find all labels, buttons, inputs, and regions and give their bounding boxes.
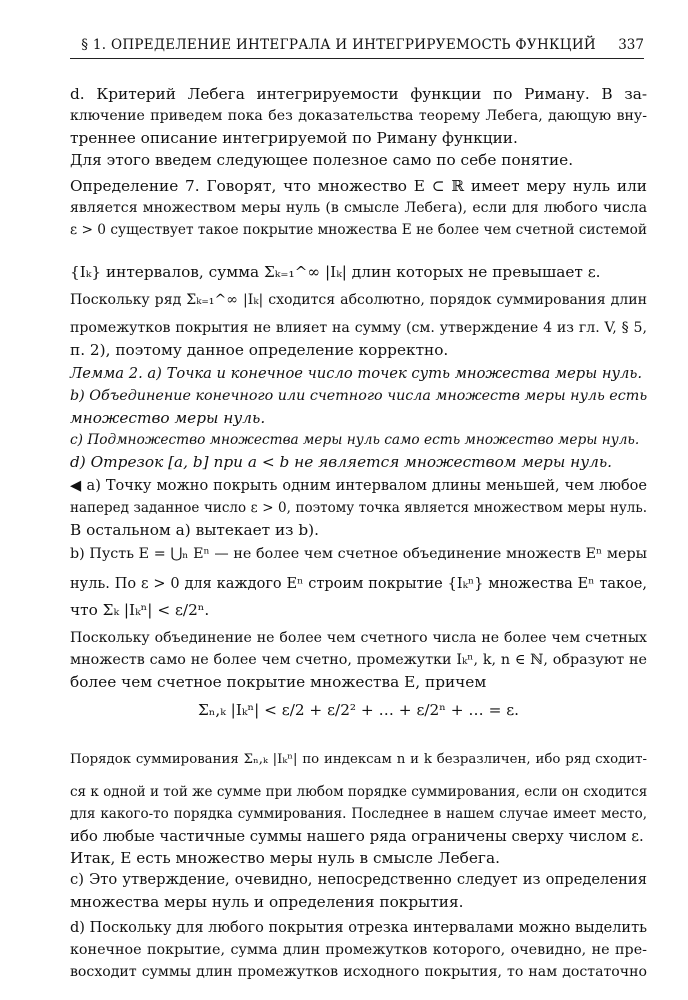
proof-line: множеств само не более чем счетно, промежутки Iₖⁿ, k, n ∈ ℕ, образуют не [70, 652, 647, 668]
proof-line: В остальном a) вытекает из b). [70, 521, 320, 539]
text-line: треннее описание интегрируемой по Риману функции. [70, 129, 518, 147]
proof-line: ◀ a) Точку можно покрыть одним интервалом длины меньшей, чем любое [70, 478, 647, 494]
definition-line: является множеством меры нуль (в смысле Лебега), если для любого числа [70, 200, 647, 216]
page-number: 337 [618, 37, 644, 53]
proof-line: восходит суммы длин промежутков исходного покрытия, то нам достаточно [70, 964, 647, 980]
text-line: Для этого введем следующее полезное само по себе понятие. [70, 151, 574, 169]
proof-line: что Σₖ |Iₖⁿ| < ε/2ⁿ. [70, 601, 210, 619]
lemma-line: b) Объединение конечного или счетного числа множеств меры нуль есть [70, 388, 648, 404]
running-header [70, 36, 644, 59]
section-heading-line: d. Критерий Лебега интегрируемости функции по Риману. В за- [70, 85, 647, 103]
definition-line: ε > 0 существует такое покрытие множества E не более чем счетной системой [70, 222, 647, 238]
proof-line: d) Поскольку для любого покрытия отрезка интервалами можно выделить [70, 920, 647, 936]
proof-line: нуль. По ε > 0 для каждого Eⁿ строим покрытие {Iₖⁿ} множества Eⁿ такое, [70, 576, 647, 592]
definition-line-with-sum: {Iₖ} интервалов, сумма Σₖ₌₁^∞ |Iₖ| длин которых не превышает ε. [70, 263, 601, 281]
proof-line: более чем счетное покрытие множества E, причем [70, 673, 487, 691]
lemma-line: Лемма 2. a) Точка и конечное число точек суть множества меры нуль. [70, 365, 643, 382]
proof-line: c) Это утверждение, очевидно, непосредственно следует из определения [70, 871, 647, 888]
proof-line: b) Пусть E = ⋃ₙ Eⁿ — не более чем счетное объединение множеств Eⁿ меры [70, 546, 647, 562]
proof-line: множества меры нуль и определения покрытия. [70, 893, 464, 911]
proof-line: конечное покрытие, сумма длин промежутков которого, очевидно, не пре- [70, 942, 647, 958]
proof-line: для какого-то порядка суммирования. Последнее в нашем случае имеет место, [70, 806, 647, 822]
proof-line: наперед заданное число ε > 0, поэтому точка является множеством меры нуль. [70, 500, 647, 516]
running-title: § 1. ОПРЕДЕЛЕНИЕ ИНТЕГРАЛА И ИНТЕГРИРУЕМОСТЬ ФУНКЦИЙ [81, 37, 596, 53]
lemma-line: множество меры нуль. [70, 409, 266, 427]
display-equation: Σₙ,ₖ |Iₖⁿ| < ε/2 + ε/2² + … + ε/2ⁿ + … = ε. [197, 701, 520, 719]
lemma-line: d) Отрезок [a, b] при a < b не является множеством меры нуль. [70, 453, 613, 471]
proof-line: Итак, E есть множество меры нуль в смысле Лебега. [70, 849, 500, 867]
text-line: промежутков покрытия не влияет на сумму (см. утверждение 4 из гл. V, § 5, [70, 320, 647, 336]
text-line: ключение приведем пока без доказательства теорему Лебега, дающую вну- [70, 108, 647, 124]
definition-line: Определение 7. Говорят, что множество E ⊂ ℝ имеет меру нуль или [70, 177, 647, 195]
proof-line: Порядок суммирования Σₙ,ₖ |Iₖⁿ| по индексам n и k безразличен, ибо ряд сходит- [70, 752, 647, 767]
proof-line: ибо любые частичные суммы нашего ряда ограничены сверху числом ε. [70, 827, 644, 845]
text-line-with-sum: Поскольку ряд Σₖ₌₁^∞ |Iₖ| сходится абсолютно, порядок суммирования длин [70, 292, 647, 308]
text-line: п. 2), поэтому данное определение корректно. [70, 341, 449, 359]
proof-line: Поскольку объединение не более чем счетного числа не более чем счетных [70, 630, 647, 646]
proof-line: ся к одной и той же сумме при любом порядке суммирования, если он сходится [70, 784, 648, 800]
lemma-line: c) Подмножество множества меры нуль само есть множество меры нуль. [70, 432, 640, 448]
